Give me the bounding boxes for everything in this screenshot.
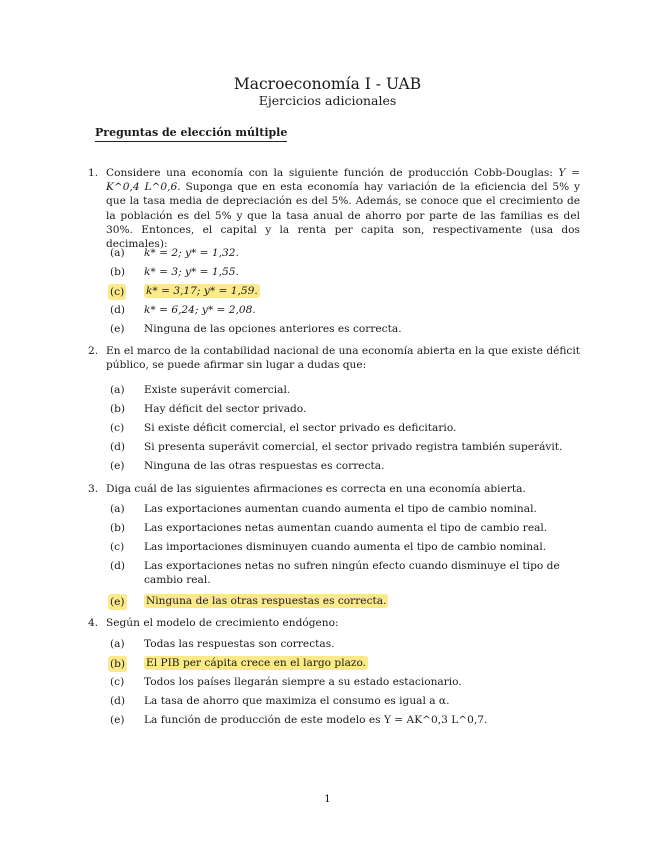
option-2b[interactable]: (b) Hay déficit del sector privado.: [110, 403, 307, 415]
document-title: Macroeconomía I - UAB: [233, 75, 422, 93]
option-3c[interactable]: (c) Las importaciones disminuyen cuando aumenta el tipo de cambio nominal.: [110, 541, 547, 553]
question-number: 2.: [88, 345, 99, 357]
question-number: 1.: [88, 167, 99, 179]
option-2a[interactable]: (a) Existe superávit comercial.: [110, 384, 291, 396]
option-4d[interactable]: (d) La tasa de ahorro que maximiza el consumo es igual a α.: [110, 695, 450, 707]
option-2c[interactable]: (c) Si existe déficit comercial, el sector privado es deficitario.: [110, 422, 457, 434]
option-3a[interactable]: (a) Las exportaciones aumentan cuando aumenta el tipo de cambio nominal.: [110, 503, 537, 515]
option-3b[interactable]: (b) Las exportaciones netas aumentan cuando aumenta el tipo de cambio real.: [110, 522, 548, 534]
question-4: [88, 616, 580, 630]
question-text: Considere una economía con la siguiente función de producción Cobb-Douglas: Y = K^0,4 L^0,6. Suponga que en esta economía hay variación de la eficiencia del 5% y que la tasa media de depreciación es del 5%. Además, se conoce que el crecimiento de la población es del 5% y que la tasa anual de ahorro por parte de las familias es del 30%. Entonces, el capital y la renta per capita son, respectivamente (usa dos decimales):: [106, 167, 581, 251]
option-2d[interactable]: (d) Si presenta superávit comercial, el sector privado registra también superávit.: [110, 441, 563, 453]
production-function-formula: Y = K^0,4 L^0,6: [106, 167, 581, 194]
option-1c-highlighted[interactable]: (c) k* = 3,17; y* = 1,59.: [110, 284, 580, 298]
option-3e-highlighted[interactable]: (e) Ninguna de las otras respuestas es correcta.: [110, 594, 580, 608]
option-1d[interactable]: (d) k* = 6,24; y* = 2,08.: [110, 304, 256, 316]
option-4c[interactable]: (c) Todos los países llegarán siempre a su estado estacionario.: [110, 676, 462, 688]
section-heading: Preguntas de elección múltiple: [95, 126, 287, 142]
question-2: [88, 344, 580, 372]
option-4e[interactable]: (e) La función de producción de este modelo es Y = AK^0,3 L^0,7.: [110, 714, 488, 726]
page-number: 1: [324, 793, 331, 805]
document-subtitle: Ejercicios adicionales: [258, 93, 397, 108]
option-1b[interactable]: (b) k* = 3; y* = 1,55.: [110, 266, 239, 278]
question-3: [88, 482, 580, 496]
question-number: 4.: [88, 617, 99, 629]
option-4a[interactable]: (a) Todas las respuestas son correctas.: [110, 638, 335, 650]
option-2e[interactable]: (e) Ninguna de las otras respuestas es correcta.: [110, 460, 385, 472]
question-text: Según el modelo de crecimiento endógeno:: [106, 617, 339, 629]
option-3d[interactable]: (d) Las exportaciones netas no sufren ningún efecto cuando disminuye el tipo de cambio real.: [110, 560, 560, 587]
question-1: [88, 166, 580, 251]
question-number: 3.: [88, 483, 99, 495]
option-4b-highlighted[interactable]: (b) El PIB per cápita crece en el largo plazo.: [110, 656, 580, 670]
option-1a[interactable]: (a) k* = 2; y* = 1,32.: [110, 247, 239, 259]
question-text: Diga cuál de las siguientes afirmaciones es correcta en una economía abierta.: [106, 483, 526, 495]
question-text: En el marco de la contabilidad nacional de una economía abierta en la que existe déficit público, se puede afirmar sin lugar a dudas que:: [106, 345, 581, 372]
option-1e[interactable]: (e) Ninguna de las opciones anteriores es correcta.: [110, 323, 402, 335]
